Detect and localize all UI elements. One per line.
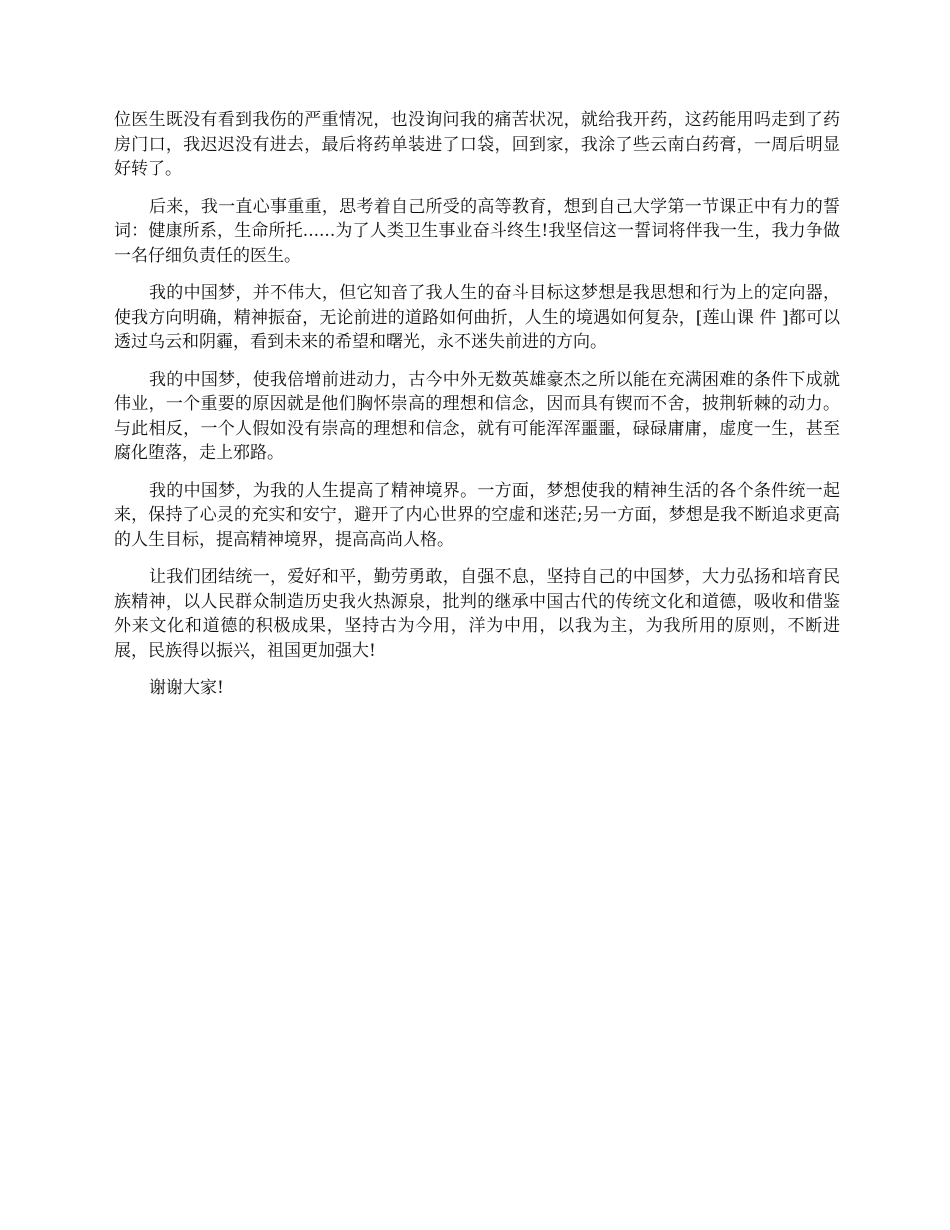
document-body (114, 108, 840, 714)
paragraph-unity: 让我们团结统一，爱好和平，勤劳勇敢，自强不息，坚持自己的中国梦，大力弘扬和培育民族精神，以人民群众制造历史我火热源泉，批判的继承中国古代的传统文化和道德，吸收和借鉴外来文化和道德的积极成果，坚持古为今用，洋为中用，以我为主，为我所用的原则，不断进展，民族得以振兴，祖国更加强大! (114, 567, 840, 661)
paragraph-continued: 位医生既没有看到我伤的严重情况，也没询问我的痛苦状况，就给我开药，这药能用吗走到了药房门口，我迟迟没有进去，最后将药单装进了口袋，回到家，我涂了些云南白药膏，一周后明显好转了。 (114, 110, 840, 179)
paragraph-dream-spirit: 我的中国梦，为我的人生提高了精神境界。一方面，梦想使我的精神生活的各个条件统一起来，保持了心灵的充实和安宁，避开了内心世界的空虚和迷茫;另一方面，梦想是我不断追求更高的人生目标，提高精神境界，提高高尚人格。 (114, 480, 840, 550)
paragraph-dream-direction: 我的中国梦，并不伟大，但它知音了我人生的奋斗目标这梦想是我思想和行为上的定向器，使我方向明确，精神振奋，无论前进的道路如何曲折，人生的境遇如何复杂，[莲山课 件 ]都可以透过乌云和阴霾，看到未来的希望和曙光，永不迷失前进的方向。 (114, 283, 840, 352)
paragraph-thanks: 谢谢大家! (149, 678, 224, 698)
paragraph-oath: 后来，我一直心事重重，思考着自己所受的高等教育，想到自己大学第一节课正中有力的誓词：健康所系，生命所托......为了人类卫生事业奋斗终生!我坚信这一誓词将伴我一生，我力争做一名仔细负责任的医生。 (114, 196, 840, 266)
paragraph-dream-motivation: 我的中国梦，使我倍增前进动力，古今中外无数英雄豪杰之所以能在充满困难的条件下成就伟业，一个重要的原因就是他们胸怀崇高的理想和信念，因而具有锲而不舍，披荆斩棘的动力。与此相反，一个人假如没有崇高的理想和信念，就有可能浑浑噩噩，碌碌庸庸，虚度一生，甚至腐化堕落，走上邪路。 (114, 369, 840, 463)
